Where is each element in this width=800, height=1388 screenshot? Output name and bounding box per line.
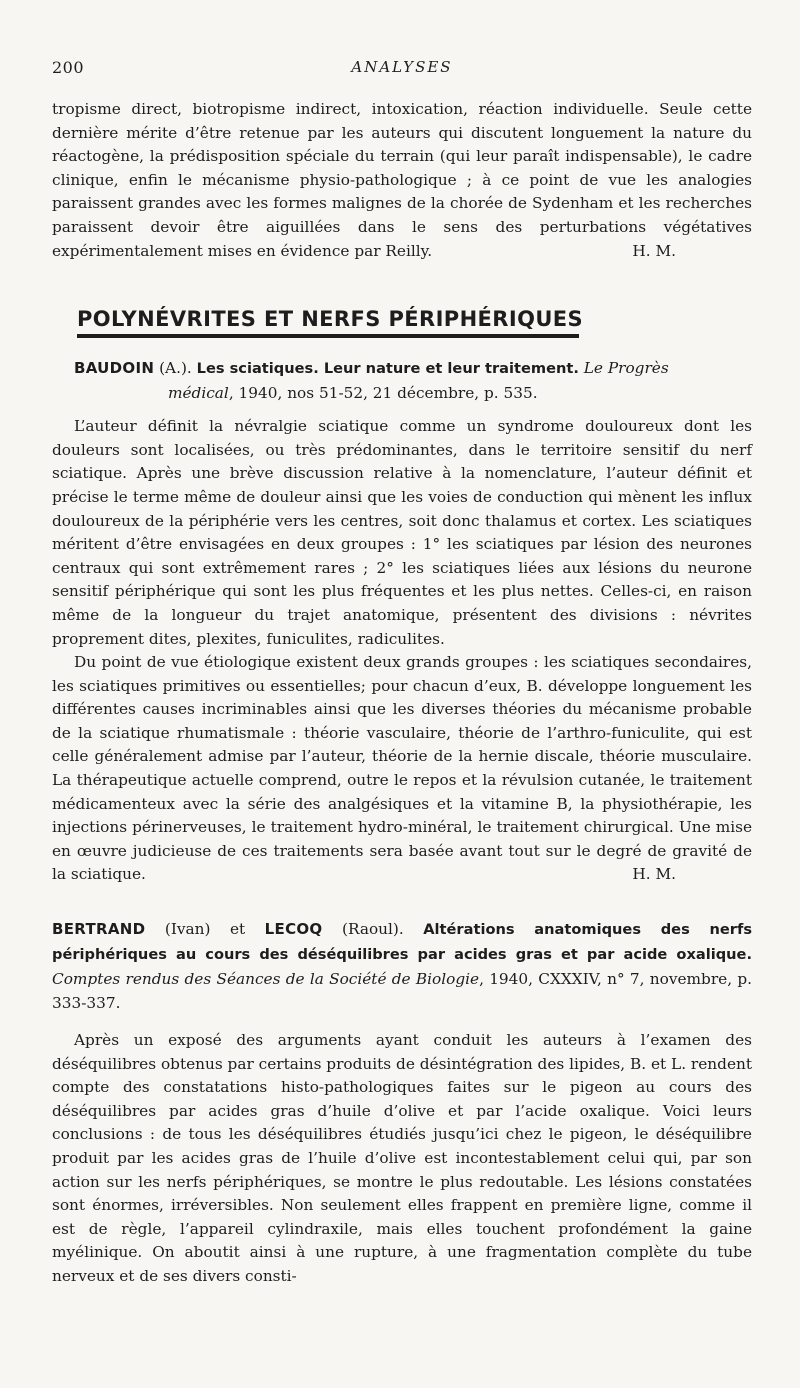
page-number: 200 xyxy=(52,58,85,77)
entry1-paragraph-2-text: Du point de vue étiologique existent deux grands groupes : les sciatiques secondaires, les sciatiques primitives ou essentielles; pour chacun d’eux, B. développe longuement les différentes causes incriminables ainsi que les diverses théories du mécanisme probable de la sciatique rhumatismale : théorie vasculaire, théorie de l’arthro-funiculite, qui est celle généralement admise par l’auteur, théorie de la hernie discale, théorie musculaire. La thérapeutique actuelle comprend, outre le repos et la révulsion cutanée, le traitement médicamenteux avec la série des analgésiques et la vitamine B, la physiothérapie, les injections périnerveuses, le traitement hydro-minéral, le traitement chirurgical. Une mise en œuvre judicieuse de ces traitements sera basée avant tout sur le degré de gravité de la sciatique. xyxy=(52,653,752,884)
intro-text: tropisme direct, biotropisme indirect, intoxication, réaction individuelle. Seule cette dernière mérite d’être retenue par les auteurs qui discutent longuement la nature du réactogène, la prédisposition spéciale du terrain (qui leur paraît indispensable), le cadre clinique, enfin le mécanisme physio-pathologique ; à ce point de vue les analogies paraissent grandes avec les formes malignes de la chorée de Sydenham et les recherches paraissent devoir être aiguillées dans le sens des perturbations végétatives expérimentalement mises en évidence par Reilly. xyxy=(52,100,752,260)
entry2-title: Altérations anatomiques des nerfs périphériques au cours des déséquilibres par acides gras et par acide oxalique. xyxy=(52,921,752,964)
entry2-author-2: LECOQ xyxy=(264,920,323,939)
running-head xyxy=(52,58,752,84)
section-title: POLYNÉVRITES ET NERFS PÉRIPHÉRIQUES xyxy=(77,307,579,338)
page xyxy=(52,58,752,1289)
entry1-citation: , 1940, nos 51-52, 21 décembre, p. 535. xyxy=(228,384,538,403)
intro-signature: H. M. xyxy=(632,241,676,260)
entry2-author-1-first: (Ivan) et xyxy=(145,920,265,939)
entry1-signature: H. M. xyxy=(632,865,676,884)
entry2-author-1: BERTRAND xyxy=(52,920,146,939)
entry1-title: Les sciatiques. Leur nature et leur traitement. xyxy=(196,360,579,378)
entry1-paragraph-2 xyxy=(52,651,752,887)
entry2-citation: , 1940, CXXXIV, n° 7, novembre, p. 333-337. xyxy=(52,970,752,1013)
entry1-heading xyxy=(52,356,752,381)
entry2-paragraph-1: Après un exposé des arguments ayant conduit les auteurs à l’examen des déséquilibres obtenus par certains produits de désintégration des lipides, B. et L. rendent compte des constatations histo-pathologiques faites sur le pigeon au cours des déséquilibres par acides gras d’huile d’olive et par l’acide oxalique. Voici leurs conclusions : de tous les déséquilibres étudiés jusqu’ici chez le pigeon, le déséquilibre produit par les acides gras de l’huile d’olive est incontestablement celui qui, par son action sur les nerfs périphériques, se montre le plus redoutable. Les lésions constatées sont énormes, irréversibles. Non seulement elles frappent en première ligne, comme il est de règle, l’appareil cylindraxile, mais elles touchent profondément la gaine myélinique. On aboutit ainsi à une rupture, à une fragmentation complète du tube nerveux et de ses divers consti- xyxy=(52,1031,752,1285)
entry1-journal-b: médical xyxy=(168,384,229,403)
entry1-author: BAUDOIN xyxy=(74,359,155,378)
entry2-journal: Comptes rendus des Séances de la Société de Biologie xyxy=(52,970,480,989)
entry1-citation-line xyxy=(52,381,752,405)
entry1-initial: (A.). xyxy=(154,359,197,378)
intro-paragraph xyxy=(52,98,752,263)
running-title: ANALYSES xyxy=(351,58,453,76)
entry1-paragraph-1: L’auteur définit la névralgie sciatique comme un syndrome douloureux dont les douleurs sont localisées, ou très prédominantes, dans le territoire sensitif du nerf sciatique. Après une brève discussion relative à la nomenclature, l’auteur définit et précise le terme même de douleur ainsi que les voies de conduction qui mènent les influx douloureux de la périphérie vers les centres, soit donc thalamus et cortex. Les sciatiques méritent d’être envisagées en deux groupes : 1° les sciatiques par lésion des neurones centraux qui sont extrêmement rares ; 2° les sciatiques liées aux lésions du neurone sensitif périphérique qui sont les plus fréquentes et les plus nettes. Celles-ci, en raison même de la longueur du trajet anatomique, présentent des divisions : névrites proprement dites, plexites, funiculites, radiculites. xyxy=(52,417,752,648)
entry2-heading xyxy=(52,917,752,1015)
entry2-author-2-first: (Raoul). xyxy=(322,920,424,939)
entry1-journal-a: Le Progrès xyxy=(578,359,669,378)
